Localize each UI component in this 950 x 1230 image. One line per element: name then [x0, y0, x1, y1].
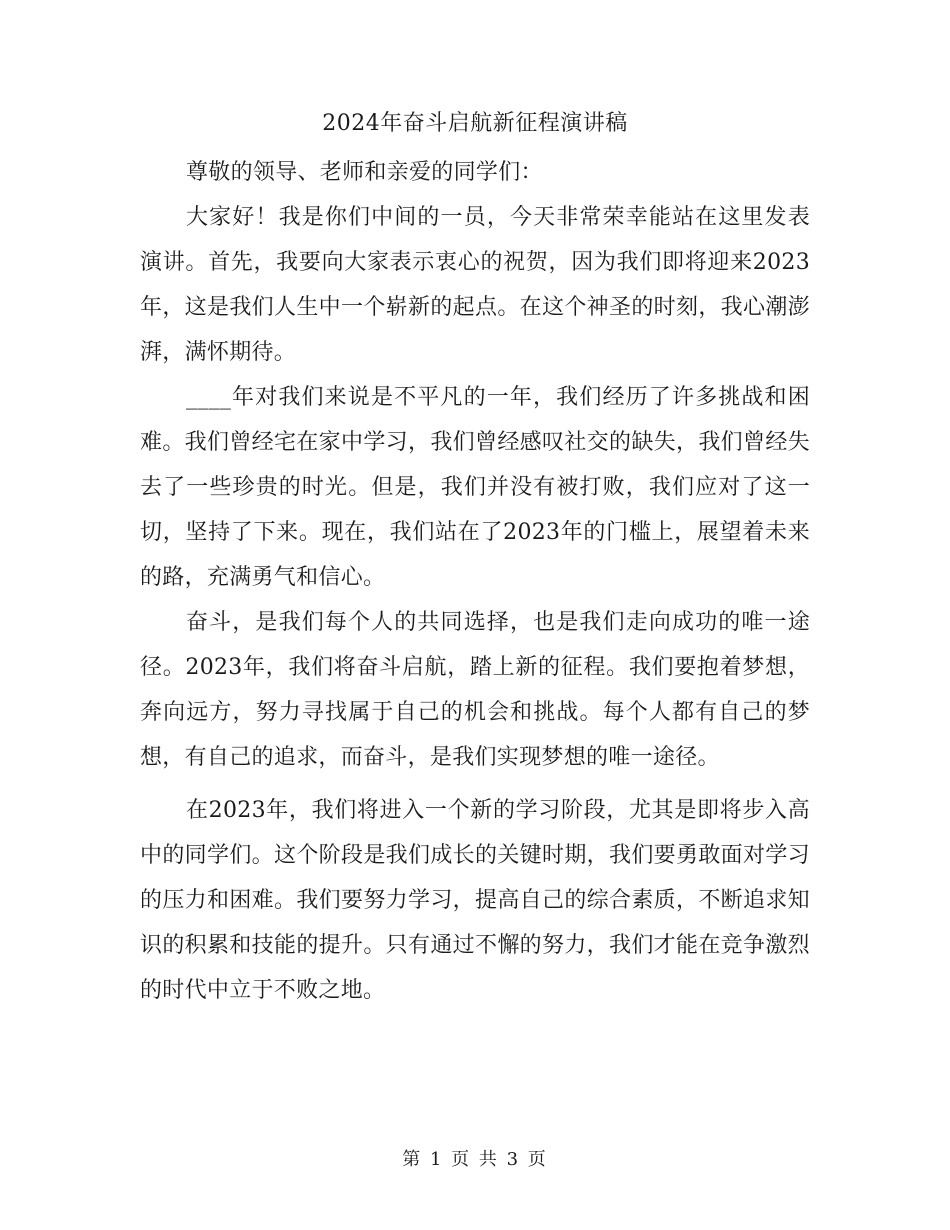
salutation-paragraph: 尊敬的领导、老师和亲爱的同学们： [186, 160, 543, 185]
body-paragraph: 在2023年，我们将进入一个新的学习阶段，尤其是即将步入高中的同学们。这个阶段是我们成长的关键时期，我们要勇敢面对学习的压力和困难。我们要努力学习，提高自己的综合素质，不断追求知识的积累和技能的提升。只有通过不懈的努力，我们才能在竞争激烈的时代中立于不败之地。 [140, 798, 810, 1003]
document-body [140, 150, 810, 1013]
body-paragraph: 大家好！我是你们中间的一员，今天非常荣幸能站在这里发表演讲。首先，我要向大家表示衷心的祝贺，因为我们即将迎来2023年，这是我们人生中一个崭新的起点。在这个神圣的时刻，我心潮澎湃，满怀期待。 [140, 205, 810, 365]
body-paragraph: 奋斗，是我们每个人的共同选择，也是我们走向成功的唯一途径。2023年，我们将奋斗启航，踏上新的征程。我们要抱着梦想，奔向远方，努力寻找属于自己的机会和挑战。每个人都有自己的梦想，有自己的追求，而奋斗，是我们实现梦想的唯一途径。 [140, 610, 810, 770]
document-title: 2024年奋斗启航新征程演讲稿 [322, 111, 628, 136]
page-number-footer: 第 1 页 共 3 页 [402, 1149, 548, 1170]
body-paragraph: ____年对我们来说是不平凡的一年，我们经历了许多挑战和困难。我们曾经宅在家中学习，我们曾经感叹社交的缺失，我们曾经失去了一些珍贵的时光。但是，我们并没有被打败，我们应对了这一切，坚持了下来。现在，我们站在了2023年的门槛上，展望着未来的路，充满勇气和信心。 [140, 385, 810, 590]
